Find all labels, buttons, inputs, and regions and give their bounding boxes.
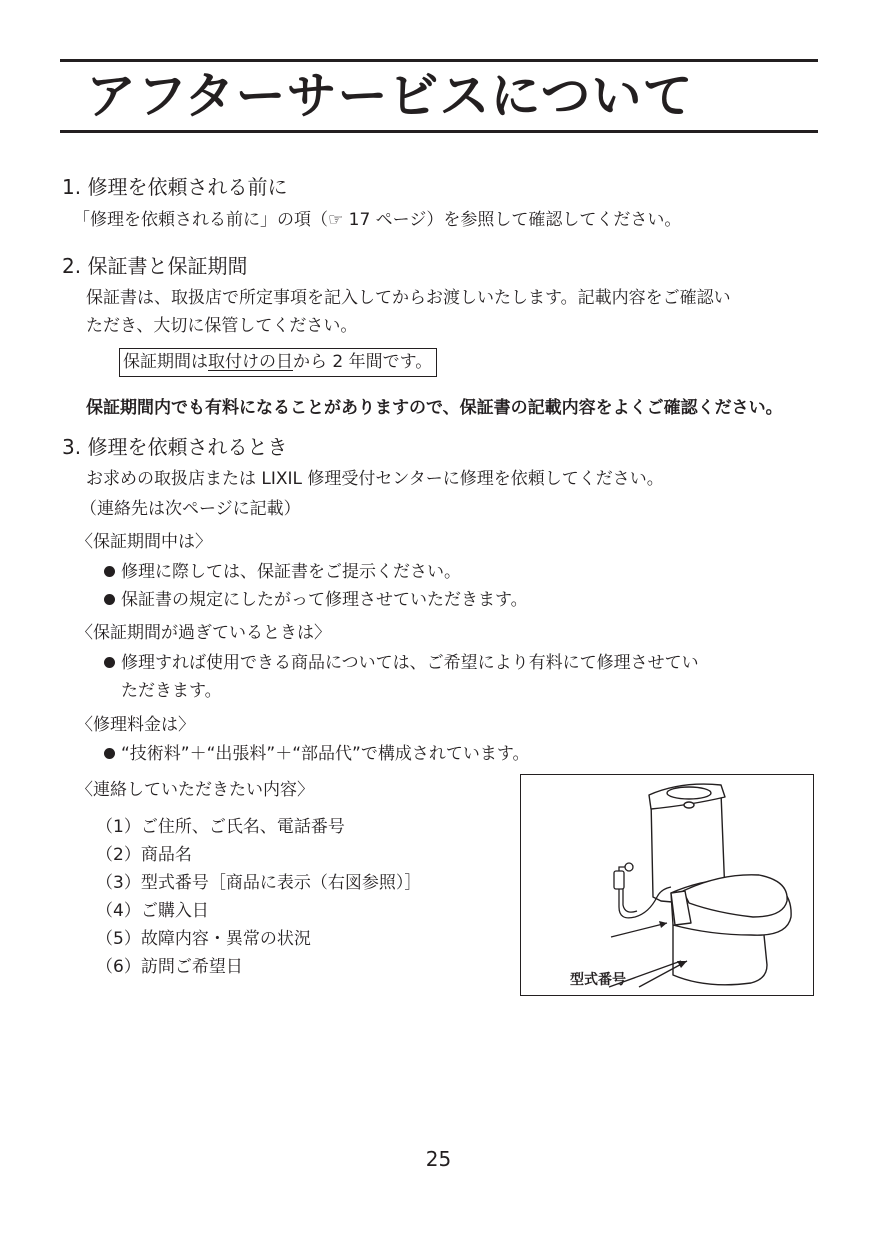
fee-heading: 〈修理料金は〉 [76,715,195,735]
bullet-icon [104,657,115,668]
bullet-icon [104,566,115,577]
section2-text-line2: ただき、大切に保管してください。 [86,316,358,336]
section3-intro-note: （連絡先は次ページに記載） [80,499,301,519]
section3-heading: 3. 修理を依頼されるとき [62,435,288,459]
section1-text: 「修理を依頼される前に」の項（☞ 17 ページ）を参照して確認してください。 [73,210,682,230]
contact-item: （1）ご住所、ご氏名、電話番号 [96,817,345,837]
bullet-icon [104,748,115,759]
section3-intro: お求めの取扱店または LIXIL 修理受付センターに修理を依頼してください。 [86,469,664,489]
section1-heading: 1. 修理を依頼される前に [62,175,288,199]
list-item: 保証書の規定にしたがって修理させていただきます。 [104,588,528,612]
list-item: 修理に際しては、保証書をご提示ください。 [104,560,461,584]
warranty-box-underlined: 取付けの日 [208,352,293,372]
expired-heading: 〈保証期間が過ぎているときは〉 [76,623,331,643]
warranty-warning: 保証期間内でも有料になることがありますので、保証書の記載内容をよくご確認ください。 [86,398,783,418]
contact-heading: 〈連絡していただきたい内容〉 [76,780,314,800]
contact-item: （6）訪問ご希望日 [96,957,243,977]
section2-heading: 2. 保証書と保証期間 [62,254,248,278]
toilet-figure [520,774,814,996]
page-title: アフターサービスについて [86,67,694,125]
page-number: 25 [425,1147,452,1171]
warranty-heading: 〈保証期間中は〉 [76,532,212,552]
expired-item-line2: ただきます。 [121,681,222,701]
bullet-icon [104,594,115,605]
contact-item: （5）故障内容・異常の状況 [96,929,311,949]
title-top-rule [60,59,818,62]
title-bottom-rule [60,130,818,133]
section2-text-line1: 保証書は、取扱店で所定事項を記入してからお渡しいたします。記載内容をご確認い [86,288,731,308]
warranty-box-suffix: から 2 年間です。 [293,352,433,372]
model-number-label: 型式番号 [570,972,626,988]
list-item: “技術料”＋“出張料”＋“部品代”で構成されています。 [104,742,529,766]
contact-item: （3）型式番号［商品に表示（右図参照）］ [96,873,422,893]
contact-item: （4）ご購入日 [96,901,209,921]
list-item: 修理すれば使用できる商品については、ご希望により有料にて修理させてい [104,651,699,675]
toilet-illustration-icon [521,775,813,995]
contact-item: （2）商品名 [96,845,192,865]
warranty-box-prefix: 保証期間は [123,352,208,372]
warranty-period-box [119,348,437,377]
